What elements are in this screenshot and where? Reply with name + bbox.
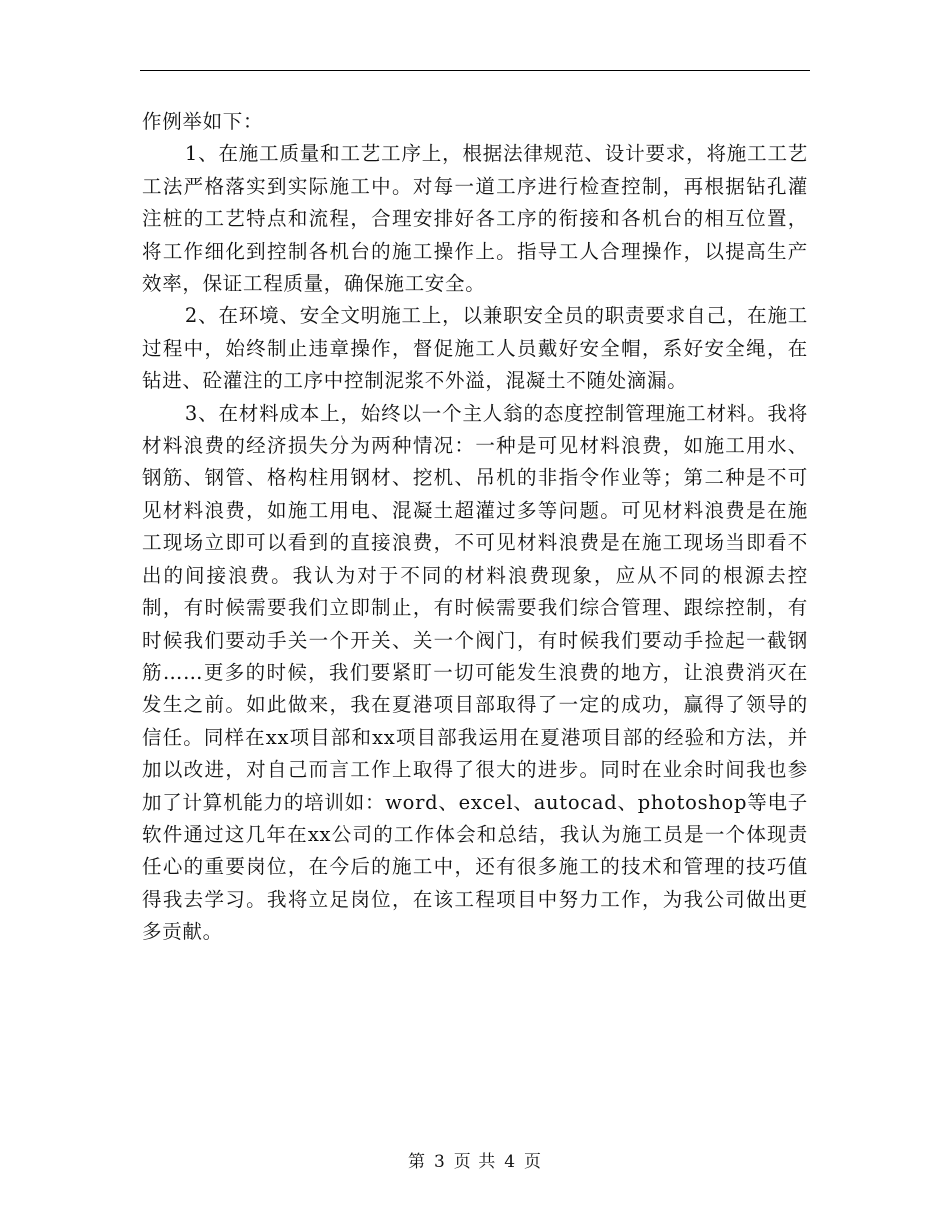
paragraph-intro: 作例举如下：: [142, 110, 264, 133]
paragraph-quality: 1、在施工质量和工艺工序上，根据法律规范、设计要求，将施工工艺工法严格落实到实际施工中。对每一道工序进行检查控制，再根据钻孔灌注桩的工艺特点和流程，合理安排好各工序的衔接和各机台的相互位置，将工作细化到控制各机台的施工操作上。指导工人合理操作，以提高生产效率，保证工程质量，确保施工安全。: [142, 142, 808, 296]
header-rule: [140, 70, 810, 71]
current-page-number: 3: [433, 1152, 446, 1172]
document-body: [142, 106, 808, 949]
page-label-mid: 页 共: [453, 1152, 497, 1172]
page-label-suffix: 页: [524, 1152, 543, 1172]
paragraph-materials: 3、在材料成本上，始终以一个主人翁的态度控制管理施工材料。我将材料浪费的经济损失分为两种情况：一种是可见材料浪费，如施工用水、钢筋、钢管、格构柱用钢材、挖机、吊机的非指令作业等；第二种是不可见材料浪费，如施工用电、混凝土超灌过多等问题。可见材料浪费是在施工现场立即可以看到的直接浪费，不可见材料浪费是在施工现场当即看不出的间接浪费。我认为对于不同的材料浪费现象，应从不同的根源去控制，有时候需要我们立即制止，有时候需要我们综合管理、跟综控制，有时候我们要动手关一个开关、关一个阀门，有时候我们要动手捡起一截钢筋……更多的时候，我们要紧盯一切可能发生浪费的地方，让浪费消灭在发生之前。如此做来，我在夏港项目部取得了一定的成功，赢得了领导的信任。同样在xx项目部和xx项目部我运用在夏港项目部的经验和方法，并加以改进，对自己而言工作上取得了很大的进步。同时在业余时间我也参加了计算机能力的培训如：word、excel、autocad、photoshop等电子软件通过这几年在xx公司的工作体会和总结，我认为施工员是一个体现责任心的重要岗位，在今后的施工中，还有很多施工的技术和管理的技巧值得我去学习。我将立足岗位，在该工程项目中努力工作，为我公司做出更多贡献。: [142, 401, 808, 944]
page-footer: [0, 1147, 950, 1172]
total-pages-number: 4: [504, 1152, 517, 1172]
page-label-prefix: 第: [407, 1152, 426, 1172]
paragraph-safety: 2、在环境、安全文明施工上，以兼职安全员的职责要求自己，在施工过程中，始终制止违章操作，督促施工人员戴好安全帽，系好安全绳，在钻进、砼灌注的工序中控制泥浆不外溢，混凝土不随处滴漏。: [142, 304, 808, 393]
